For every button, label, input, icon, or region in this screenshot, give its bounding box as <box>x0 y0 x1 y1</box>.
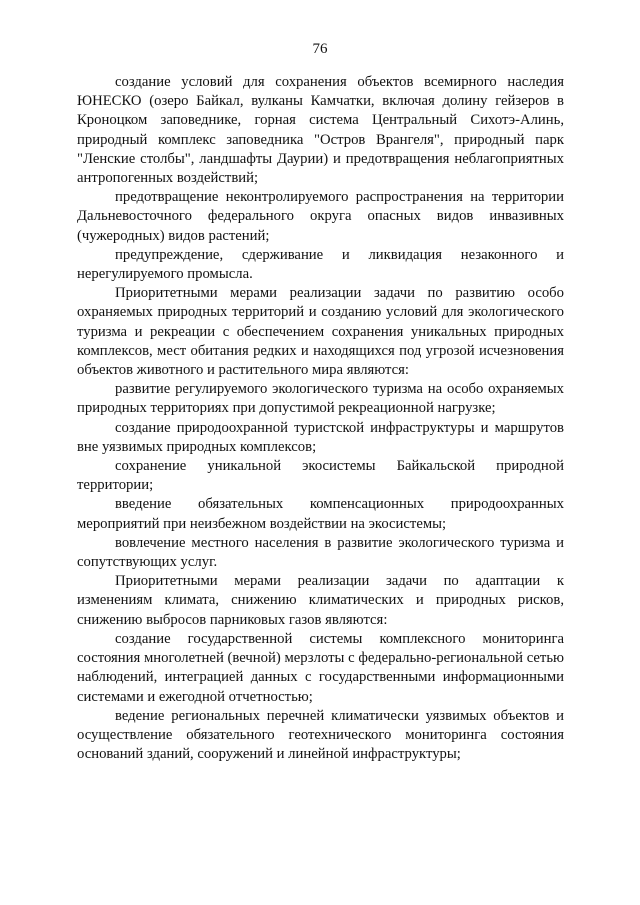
body-text <box>77 73 564 764</box>
paragraph: введение обязательных компенсационных природоохранных мероприятий при неизбежном воздействии на экосистемы; <box>77 496 564 532</box>
paragraph: предотвращение неконтролируемого распространения на территории Дальневосточного федерального округа опасных видов инвазивных (чужеродных) видов растений; <box>77 189 564 244</box>
paragraph: создание природоохранной туристской инфраструктуры и маршрутов вне уязвимых природных комплексов; <box>77 419 564 455</box>
paragraph: сохранение уникальной экосистемы Байкальской природной территории; <box>77 458 564 494</box>
paragraph: предупреждение, сдерживание и ликвидация незаконного и нерегулируемого промысла. <box>77 246 564 283</box>
paragraph: создание условий для сохранения объектов всемирного наследия ЮНЕСКО (озеро Байкал, вулканы Камчатки, включая долину гейзеров в Кроноцком заповеднике, горная система Центральный Сихотэ-Алинь, природный комплекс заповедника "Остров Врангеля", природный парк "Ленские столбы", ландшафты Даурии) и предотвращения неблагоприятных антропогенных воздействий; <box>77 74 564 187</box>
paragraph: создание государственной системы комплексного мониторинга состояния многолетней (вечной) мерзлоты с федерально-региональной сетью наблюдений, интеграцией данных с государственными информационными системами и ежегодной отчетностью; <box>77 630 564 705</box>
paragraph: Приоритетными мерами реализации задачи по развитию особо охраняемых природных территорий и созданию условий для экологического туризма и рекреации с обеспечением сохранения уникальных природных комплексов, мест обитания редких и находящихся под угрозой исчезновения объектов животного и растительного мира являются: <box>77 285 564 379</box>
paragraph: Приоритетными мерами реализации задачи по адаптации к изменениям климата, снижению климатических и природных рисков, снижению выбросов парниковых газов являются: <box>77 573 564 628</box>
page-number: 76 <box>312 41 328 57</box>
paragraph: развитие регулируемого экологического туризма на особо охраняемых природных территориях при допустимой рекреационной нагрузке; <box>77 381 564 417</box>
paragraph: ведение региональных перечней климатически уязвимых объектов и осуществление обязательного геотехнического мониторинга состояния оснований зданий, сооружений и линейной инфраструктуры; <box>77 707 564 763</box>
paragraph: вовлечение местного населения в развитие экологического туризма и сопутствующих услуг. <box>77 534 564 571</box>
